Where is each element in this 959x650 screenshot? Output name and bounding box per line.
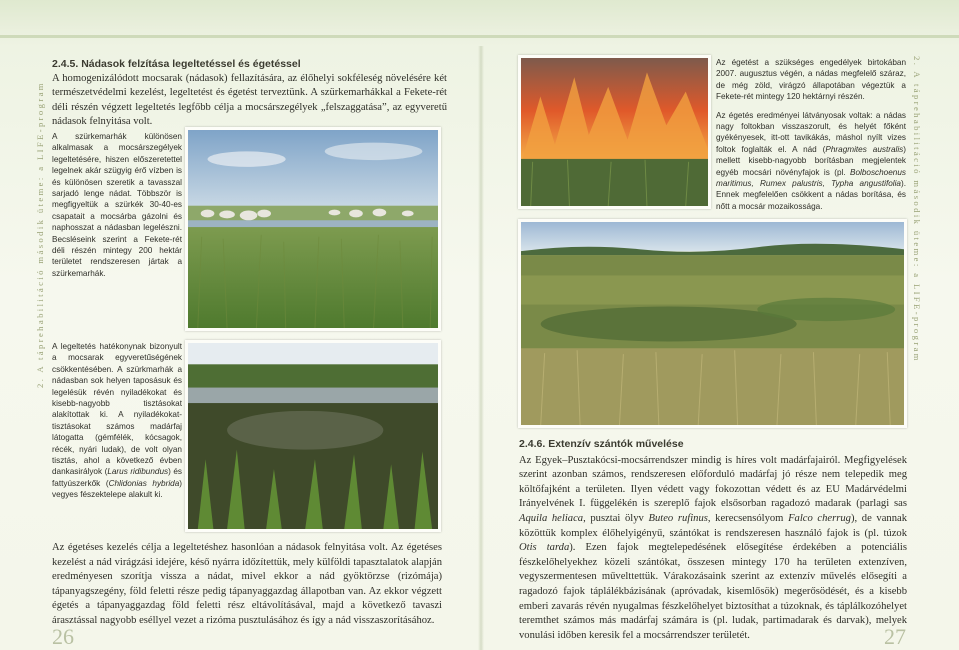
left-bottom-paragraph: Az égetéses kezelés célja a legeltetéshez hasonlóan a nádasok felnyitása volt. Az égetéses kezelést a nád virágzási idejére, késő nyárra időzítettük, mely külföldi tapasztalatok alapján eredményesen szorítja vissza a nádat, mivel ekkor a nád gyöktörzse (rizómája) tápanyagszegény, föld feletti része pedig tápanyaggazdag állapotban van. Az ekkor végzett égetés a tápanyaggazdag föld feletti rész eltávolításával, majd a következő tavaszi árasztással nagyobb eséllyel vezet a rizóma pusztulásához és így a nád visszaszorításához. [52, 542, 442, 626]
page-number-left: 26 [52, 624, 74, 649]
section-title-245: 2.4.5. Nádasok felzítása legeltetéssel és égetéssel [52, 58, 301, 70]
right-bottom-section [519, 437, 907, 643]
fire-photo-art [521, 58, 708, 206]
photo-cattle-grazing [185, 127, 441, 331]
arable-text-g: ), de vannak közöttük komplex élőhelyigényű, szántókat is rendszeresen használó fajok is (pl. túzok [519, 512, 907, 539]
section-title-246: 2.4.6. Extenzív szántók művelése [519, 438, 684, 450]
grazing-text-e: ) vegyes fészektelepe alakult ki. [52, 478, 182, 500]
arable-text-c: , pusztai ölyv [583, 512, 649, 524]
arable-paragraph [519, 454, 907, 644]
intro-paragraph: A homogenizálódott mocsarak (nádasok) fellazítására, az élőhelyi sokféleség növelésére két természetvédelmi kezelést, legeltetést és égetést terveztünk. A szürkemarhákkal a Fekete-rét déli részén végzett legeltetés legfőbb célja a mocsárszegélyek „felszaggatása”, az egyveretű nádasok felnyitása volt. [52, 72, 447, 128]
results-text-e: ). Ennek megfelelően csökkent a nádas borítása, és nőtt a mocsár mozaikossága. [716, 179, 906, 211]
burning-results-paragraph [716, 110, 906, 213]
results-text-c: ) mellett kisebb-nagyobb borításban megjelentek egyéb mocsári növényfajok is (pl. [716, 144, 907, 177]
cattle-photo-art [188, 130, 438, 328]
arable-text-i: ). Ezen fajok megtelepedésének elősegítése érdekében a potenciális fészkelőhelyekhez közeli szántókat, összesen mintegy 170 ha területen extenzíven, vegyszermentesen művelttettük. Várakozásaink szerint az extenzív művelés elősegíti a ragadozó fajok táplálékbázisának (apróvadak, kisemlősök) megerősödését, és a kisebb emberi zavarás révén nyugalmas fészkelőhelyet biztosíthat a túzoknak, és táplálkozóhelyet teremthet számos más madárfaj számára is (pl. ludak, partimadarak és darvak), melyek vonulási időben keresik fel a mocsárrendszer területét. [519, 542, 907, 641]
left-intro [52, 57, 447, 130]
field-photo-art [521, 222, 904, 425]
species-larus: Larus ridibundus [107, 467, 169, 477]
species-aquila: Aquila heliaca [519, 512, 584, 524]
photo-reed-burning [518, 55, 711, 209]
photo-marsh-clearing [185, 340, 441, 532]
side-text-grazing-result [52, 341, 182, 501]
right-side-text [716, 57, 906, 212]
spread-gutter [478, 46, 484, 650]
running-head-left: 2. A táprehabilitáció második üteme: a LIFE-program [35, 81, 45, 388]
running-head-right: 2. A táprehabilitáció második üteme: a LIFE-program [912, 56, 922, 363]
grazing-text-c: ) és fattyúszerkők ( [52, 467, 182, 488]
burning-paragraph: Az égetést a szükséges engedélyek birtokában 2007. augusztus végén, a nádas megfelelő száraz, de még zöld, virágzó állapotában végeztük a Fekete-rét mintegy 120 hektárnyi részén. [716, 58, 906, 102]
arable-text-e: , kerecsensólyom [707, 512, 789, 524]
results-text-a: Az égetés eredményei látványosak voltak: a nádas nagy foltokban visszaszorult, és helyét főként gyékényesek, itt-ott tavikákás, máshol nyílt vizes foltok foglalták el. A nád ( [716, 110, 906, 154]
species-chlidonias: Chlidonias hybrida [108, 478, 180, 488]
species-otis: Otis tarda [519, 542, 570, 554]
side-text-cattle: A szürkemarhák különösen alkalmasak a mocsárszegélyek legeltetésére, hiszen előszeretettel legelnek akár szügyig érő vízben is és különösen szeretik a tavasszal sarjadó lenge nádat. Többször is megfigyeltük a szürkék 30-40-es csapatait a mocsárba gázolni és naphosszat a nádasban legelészni. Becsléseink szerint a Fekete-rét déli részén mintegy 200 hektár területet rendszeresen jártak a szürkemarhák. [52, 132, 182, 278]
species-phragmites: Phragmites australis [825, 144, 904, 154]
marsh-photo-art [188, 343, 438, 529]
grazing-text-a: A legeltetés hatékonynak bizonyult a mocsarak egyveretűségének csökkentésében. A szürkmarhák a nádasban sok helyen taposásuk és legelésük révén nyiladékokat és kisebb-nagyobb tisztásokat alakítottak ki. A nyiladékokat-tisztásokat számos madárfaj látogatta (gémfélék, kócsagok, récék, nyári ludak), de volt olyan tisztás, ahol a következő évben dankasirályok ( [52, 342, 182, 477]
species-falco: Falco cherrug [788, 512, 851, 524]
page-number-right: 27 [884, 624, 906, 649]
photo-marsh-after-burning [518, 219, 907, 428]
arable-text-a: Az Egyek–Pusztakócsi-mocsárrendszer mindig is híres volt madárfajairól. Megfigyelések szerint azonban számos, rendszeresen előforduló madárfaj jó része nem telepedik meg költőfajként a területen. Ilyen védett vagy fokozottan védett és az EU Madárvédelmi Irányelvének I. függelékén is szereplő fajok elsősorban ragadozó madarak (parlagi sas [519, 454, 907, 510]
species-list: Bolboschoenus maritimus, Rumex palustris, Typha angustifolia [716, 167, 906, 189]
top-landscape-band [0, 0, 959, 46]
species-buteo: Buteo rufinus [648, 512, 708, 524]
